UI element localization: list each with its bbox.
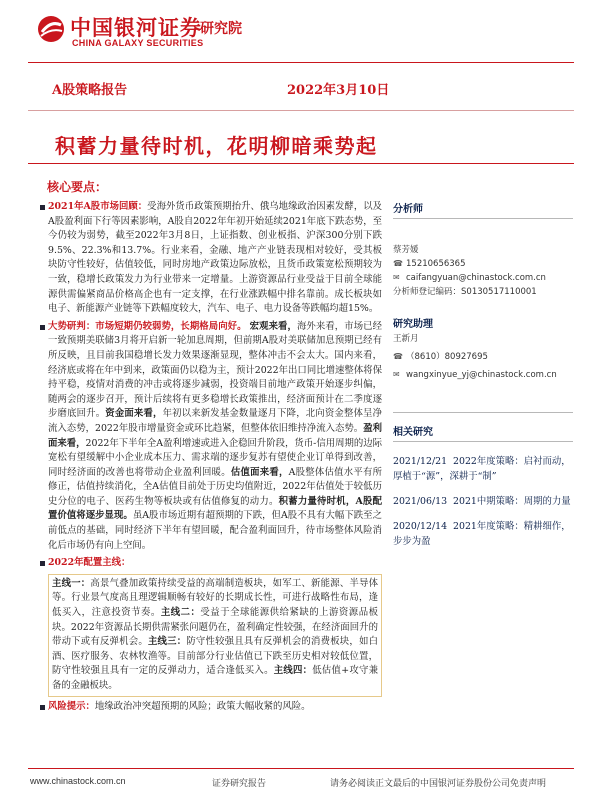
assistant-phone: （8610）80927695	[406, 352, 488, 362]
emphasis-text: 盈利面来看，	[48, 422, 382, 449]
section-risk	[48, 700, 382, 715]
emphasis-text: 主线四：	[273, 665, 313, 677]
emphasis-text: 估值面来看，	[230, 466, 289, 478]
sidebar-divider	[393, 412, 573, 413]
section-lead: 风险提示：	[48, 700, 95, 712]
section-text: 2022年下半年全A盈利增速或进入企稳回升阶段，货币-信用周期的边际宽松有望缓解中小企业成本压力、需求端的逐步复苏有望使企业订单得到改善，同时经济面的改善也将带动企业盈利回暖。	[48, 437, 382, 478]
core-points-heading: 核心要点：	[47, 180, 108, 194]
section-allocation	[48, 556, 382, 571]
related-item[interactable]	[393, 519, 573, 549]
section-text: 受海外货币政策预期抬升、俄乌地缘政治因素发酵，以及A股盈利面下行等因素影响，A股自2022年年初开始延续2021年底下跌态势，至今仍较为弱势，截至2022年3月8日，上证指数、创业板指、沪深300分别下跌9.5%、22.3%和13.7%。行业来看，金融、地产产业链表现相对较好，受其板块防守性较好，估值较低，同时房地产政策边际放松，且货币政策宽松预期较为一致，稳增长政策发力为行业带来一定增量。上游资源品行业受益于目前全球能源供需偏紧商品价格高企也有一定支撑，在行业涨跌幅中排名靠前。成长板块如电子、新能源产业链等下跌幅度较大，汽车、电子、电力设备等跌幅均超15%。	[48, 201, 382, 315]
phone-icon: ☎	[393, 259, 403, 268]
section-text: 年初以来新发基金数量逐月下降，北向资金整体呈净流入态势，2022年股市增量资金或环比趋紧，但整体依旧维持净流入态势。	[48, 408, 382, 434]
related-item[interactable]	[393, 494, 573, 509]
core-points-body	[48, 200, 382, 717]
section-review	[48, 200, 382, 317]
phone-icon: ☎	[393, 352, 403, 361]
bullet-icon	[40, 561, 45, 566]
analyst-email-row[interactable]	[393, 271, 573, 285]
related-title: 2022年度策略：启衬而动，厚植于“源”，深耕于“制”	[393, 456, 571, 482]
analyst-block	[393, 200, 573, 382]
analyst-phone: 15210656365	[406, 259, 466, 269]
section-text: 低估值+攻守兼备的金融板块。	[52, 665, 378, 691]
section-text: 海外来看，市场已经一致预期美联储3月将开启新一轮加息周期，但前期A股对美联储加息预期已经有所反映，且目前我国稳增长发力效果逐渐显现，整体冲击不会太大。国内来看，经济底或将在年中到来，政策面仍以稳为主，预计2022年出口同比增速整体将保持平稳，疫情对消费的冲击或将逐步减弱，投资端目前地产政策开始逐步纠偏，随两会的逐步召开，预计后续将有更多稳增长政策推出，经济面预计在二季度逐步磨底回升。	[48, 320, 382, 420]
report-date: 2022年3月10日	[287, 83, 390, 98]
section-text: A股整体估值水平有所修正，估值持续消化，全A估值目前处于历史均值附近，2022年估值处于较低历史分位的电子、医药生物等板块或有估值修复的动力。	[48, 466, 382, 507]
footer-doc-type: 证券研究报告	[212, 779, 267, 789]
section-outlook	[48, 320, 382, 554]
analyst-cert-row	[393, 285, 573, 299]
email-icon: ✉	[393, 370, 400, 379]
assistant-email[interactable]: wangxinyue_yj@chinastock.com.cn	[406, 370, 557, 380]
section-lead: 大势研判：市场短期仍较弱势，长期格局向好。	[48, 320, 247, 332]
header-divider-2	[28, 110, 574, 111]
assistant-phone-row	[393, 350, 573, 364]
analyst-heading: 分析师	[393, 204, 423, 215]
section-text: 虽A股市场近期有超预期的下跌，但A股不具有大幅下跌至之前低点的基础，同时经济下半年有望回暖，配合盈利面回升，待市场整体风险消化后市场仍有向上空间。	[48, 510, 382, 551]
related-item[interactable]	[393, 454, 573, 484]
section-lead: 2021年A股市场回顾：	[48, 201, 148, 212]
allocation-box	[48, 574, 382, 697]
title-divider	[28, 163, 574, 164]
emphasis-text: 资金面来看，	[105, 408, 163, 420]
emphasis-text: 主线一：	[52, 577, 91, 589]
section-text: 高景气叠加政策持续受益的高端制造板块，如军工、新能源、半导体等。行业景气度高且理逻辑顺畅有较好的长期成长性，可进行战略性布局，逢低买入，注意投资节奏。	[52, 577, 378, 619]
report-title: 积蓄力量待时机，花明柳暗乘势起	[55, 134, 378, 158]
related-title: 2021年度策略：精耕细作，步步为盈	[393, 521, 571, 547]
related-research-block	[393, 412, 573, 549]
header-divider	[28, 62, 574, 63]
emphasis-text: 宏观来看，	[249, 320, 297, 332]
section-text: 地缘政治冲突超预期的风险；政策大幅收紧的风险。	[94, 700, 311, 712]
analyst-email[interactable]: caifangyuan@chinastock.com.cn	[406, 273, 546, 283]
brand-name-cn: 中国银河证券	[70, 16, 202, 40]
galaxy-logo-icon	[36, 14, 66, 44]
emphasis-text: 积蓄力量待时机，A股配置价值将逐步显现。	[48, 495, 382, 522]
section-lead: 2022年配置主线：	[48, 557, 131, 569]
related-date: 2020/12/14	[393, 521, 448, 532]
emphasis-text: 主线二：	[160, 607, 201, 619]
analyst-name: 蔡芳媛	[393, 245, 419, 255]
emphasis-text: 主线三：	[147, 636, 187, 648]
related-heading: 相关研究	[393, 427, 433, 438]
bullet-icon	[40, 705, 45, 710]
assistant-email-row[interactable]	[393, 368, 573, 382]
bullet-icon	[40, 205, 45, 210]
analyst-phone-row	[393, 257, 573, 271]
related-title: 2021中期策略：周期的力量	[453, 496, 571, 507]
bullet-icon	[40, 325, 45, 330]
report-type: A股策略报告	[52, 83, 128, 98]
footer-url[interactable]: www.chinastock.com.cn	[30, 776, 126, 786]
sidebar-divider	[393, 441, 573, 442]
section-text: 受益于全球能源供给紧缺的上游资源品板块。2022年资源品长期供需紧张问题仍在，盈利确定性较强，在经济面回升的带动下或有反弹机会。	[52, 607, 378, 648]
email-icon: ✉	[393, 273, 400, 282]
brand-name-en: CHINA GALAXY SECURITIES	[72, 38, 204, 48]
sidebar-divider	[393, 218, 573, 219]
analyst-cert: S0130517110001	[461, 287, 537, 297]
related-date: 2021/06/13	[393, 496, 448, 507]
footer-divider	[28, 768, 574, 769]
assistant-heading: 研究助理	[393, 319, 433, 330]
footer-disclaimer: 请务必阅读正文最后的中国银河证券股份公司免责声明	[330, 779, 547, 789]
assistant-name: 王新月	[393, 334, 419, 344]
department-label: 研究院	[200, 21, 242, 37]
section-text: 防守性较强且具有反弹机会的消费板块，如白酒、医疗服务、农林牧渔等。目前部分行业估值已下跌至历史相对较低位置，防守性较强且具有一定的反弹动力，适合逢低买入。	[52, 636, 378, 677]
analyst-cert-label: 分析师登记编码：	[393, 287, 462, 297]
related-date: 2021/12/21	[393, 456, 448, 467]
